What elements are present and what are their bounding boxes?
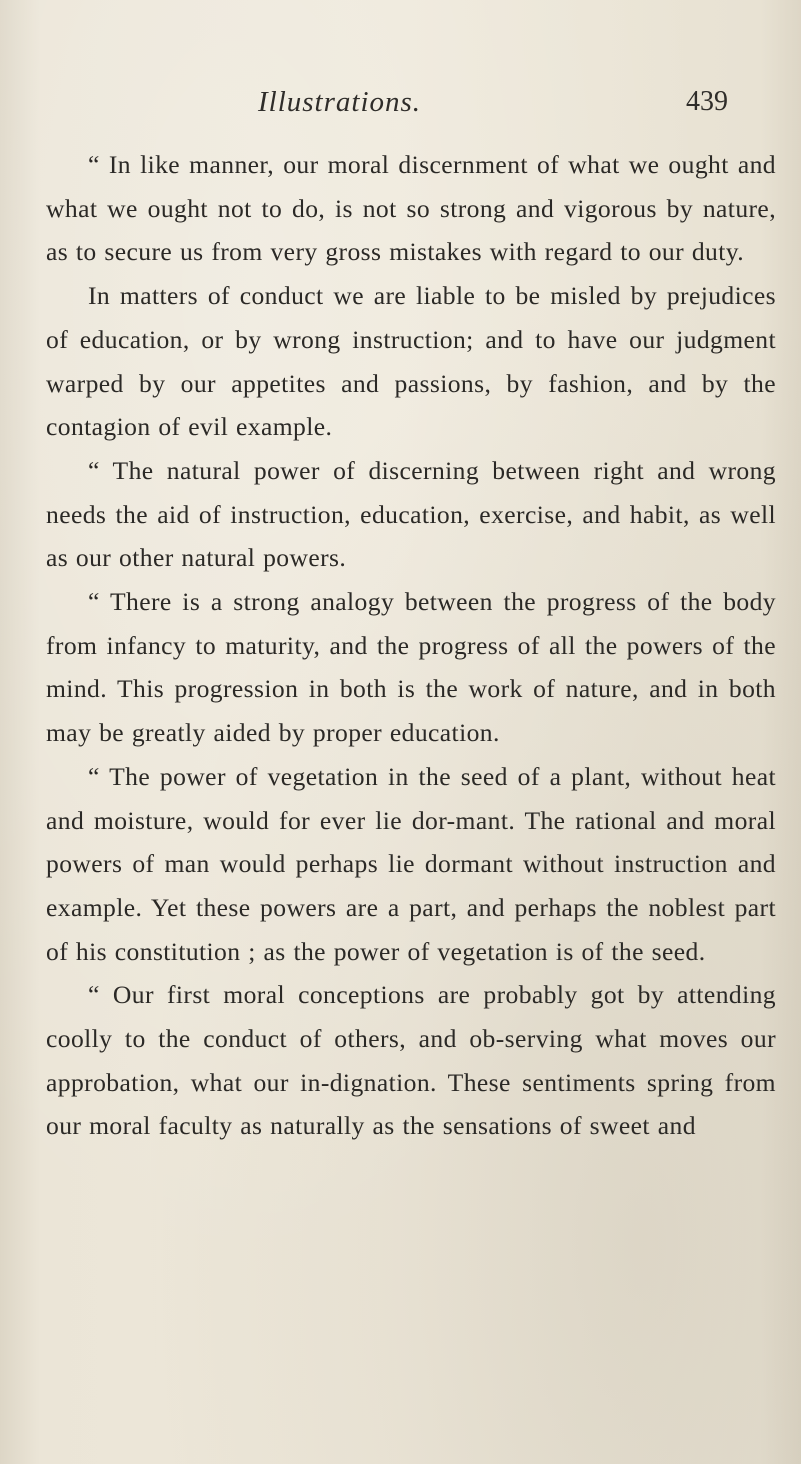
paragraph-power-of-vegetation: “ The power of vegetation in the seed of a plant, without heat and moisture, would for ever lie dor-mant. The rational and moral powers of man would perhaps lie dormant without instruction and example. Yet these powers are a part, and perhaps the noblest part of his constitution ; as the power of vegetation is of the seed. [46, 761, 776, 966]
running-title: Illustrations. [258, 86, 422, 118]
body-text [46, 143, 776, 1148]
paragraph-first-moral-conceptions: “ Our first moral conceptions are probably got by attending coolly to the conduct of others, and ob-serving what moves our approbation, what our in-dignation. These sentiments spring from our moral faculty as naturally as the sensations of sweet and [46, 980, 776, 1141]
paragraph-strong-analogy: “ There is a strong analogy between the progress of the body from infancy to maturity, and the progress of all the powers of the mind. This progression in both is the work of nature, and in both may be greatly aided by proper education. [46, 587, 776, 748]
page-header [0, 86, 801, 126]
page-number: 439 [686, 86, 728, 117]
paragraph-moral-discernment: “ In like manner, our moral discernment of what we ought and what we ought not to do, is not so strong and vigorous by nature, as to secure us from very gross mistakes with regard to our duty. [46, 150, 776, 267]
paragraph-matters-of-conduct: In matters of conduct we are liable to be misled by prejudices of education, or by wrong instruction; and to have our judgment warped by our appetites and passions, by fashion, and by the contagion of evil example. [46, 281, 776, 442]
paragraph-natural-power: “ The natural power of discerning between right and wrong needs the aid of instruction, education, exercise, and habit, as well as our other natural powers. [46, 455, 776, 573]
